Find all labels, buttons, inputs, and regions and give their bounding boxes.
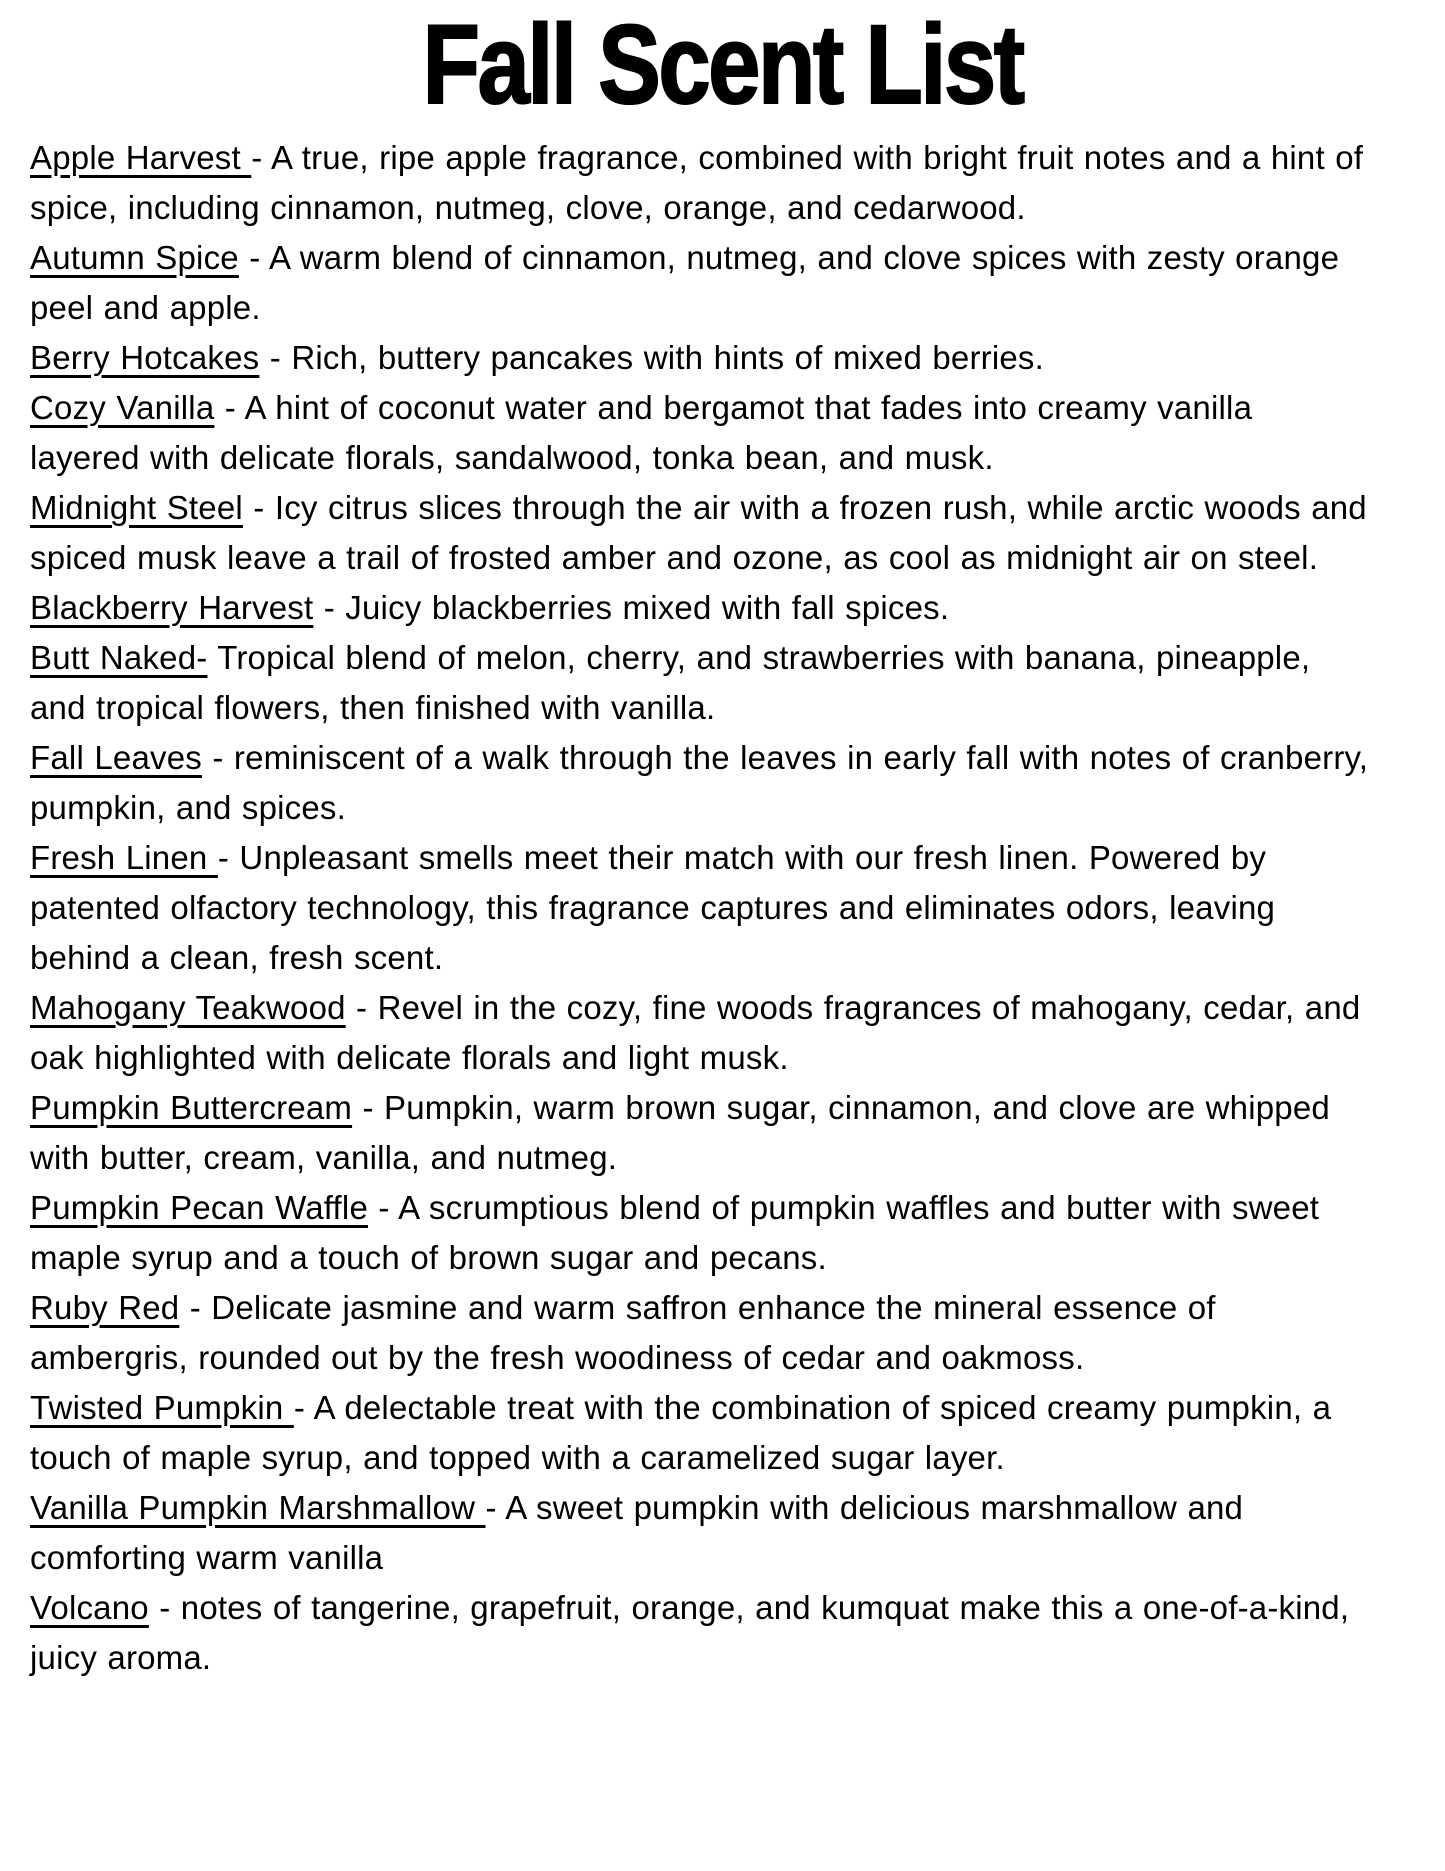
- scent-separator: -: [368, 1188, 399, 1226]
- scent-name: Autumn Spice: [30, 238, 239, 276]
- scent-description: Juicy blackberries mixed with fall spices.: [345, 588, 950, 626]
- scent-item: [30, 233, 1370, 333]
- scent-separator: -: [201, 738, 234, 776]
- scent-separator: -: [217, 838, 240, 876]
- scent-item: [30, 1483, 1370, 1583]
- scent-description: Rich, buttery pancakes with hints of mixed berries.: [291, 338, 1045, 376]
- scent-name: Butt Naked-: [30, 638, 208, 676]
- scent-separator: -: [485, 1488, 506, 1526]
- scent-name: Berry Hotcakes: [30, 338, 260, 376]
- scent-description: Delicate jasmine and warm saffron enhance the mineral essence of ambergris, rounded out by the fresh woodiness of cedar and oakmoss.: [30, 1288, 1216, 1376]
- scent-item: [30, 583, 1370, 633]
- scent-separator: -: [345, 988, 378, 1026]
- scent-description: A delectable treat with the combination of spiced creamy pumpkin, a touch of maple syrup, and topped with a caramelized sugar layer.: [30, 1388, 1332, 1476]
- scent-description: Pumpkin, warm brown sugar, cinnamon, and clove are whipped with butter, cream, vanilla, and nutmeg.: [30, 1088, 1330, 1176]
- scent-separator: -: [242, 488, 275, 526]
- scent-name: Fall Leaves: [30, 738, 202, 776]
- scent-name: Vanilla Pumpkin Marshmallow: [30, 1488, 486, 1526]
- scent-description: notes of tangerine, grapefruit, orange, and kumquat make this a one-of-a-kind, juicy aroma.: [30, 1588, 1350, 1676]
- scent-description: A true, ripe apple fragrance, combined with bright fruit notes and a hint of spice, including cinnamon, nutmeg, clove, orange, and cedarwood.: [30, 138, 1364, 226]
- scent-item: [30, 133, 1370, 233]
- scent-item: [30, 833, 1370, 983]
- scent-description: Revel in the cozy, fine woods fragrances of mahogany, cedar, and oak highlighted with delicate florals and light musk.: [30, 988, 1361, 1076]
- scent-description: A sweet pumpkin with delicious marshmallow and comforting warm vanilla: [30, 1488, 1244, 1576]
- scent-description: reminiscent of a walk through the leaves in early fall with notes of cranberry, pumpkin, and spices.: [30, 738, 1369, 826]
- scent-description: A scrumptious blend of pumpkin waffles and butter with sweet maple syrup and a touch of brown sugar and pecans.: [30, 1188, 1320, 1276]
- scent-item: [30, 483, 1370, 583]
- scent-item: [30, 1183, 1370, 1283]
- scent-separator: -: [293, 1388, 314, 1426]
- scent-name: Cozy Vanilla: [30, 388, 215, 426]
- scent-name: Midnight Steel: [30, 488, 243, 526]
- scent-separator: [207, 639, 217, 676]
- scent-description: Unpleasant smells meet their match with our fresh linen. Powered by patented olfactory technology, this fragrance captures and eliminates odors, leaving behind a clean, fresh scent.: [30, 838, 1276, 976]
- scent-name: Mahogany Teakwood: [30, 988, 346, 1026]
- scent-name: Apple Harvest: [30, 138, 252, 176]
- scent-separator: -: [352, 1088, 385, 1126]
- scent-list: [30, 133, 1370, 1683]
- scent-separator: -: [251, 138, 271, 176]
- scent-name: Fresh Linen: [30, 838, 218, 876]
- scent-description: A hint of coconut water and bergamot that fades into creamy vanilla layered with delicate florals, sandalwood, tonka bean, and musk.: [30, 388, 1253, 476]
- scent-item: [30, 733, 1370, 833]
- scent-item: [30, 983, 1370, 1083]
- scent-item: [30, 1383, 1370, 1483]
- scent-item: [30, 1083, 1370, 1183]
- scent-separator: -: [214, 388, 245, 426]
- scent-item: [30, 1583, 1370, 1683]
- scent-name: Pumpkin Buttercream: [30, 1088, 353, 1126]
- page-title: Fall Scent List: [422, 2, 1023, 127]
- scent-name: Pumpkin Pecan Waffle: [30, 1188, 368, 1226]
- scent-item: [30, 333, 1370, 383]
- scent-separator: -: [313, 588, 346, 626]
- scent-separator: -: [148, 1588, 181, 1626]
- scent-separator: -: [259, 338, 292, 376]
- scent-description: Tropical blend of melon, cherry, and strawberries with banana, pineapple, and tropical flowers, then finished with vanilla.: [30, 638, 1311, 726]
- scent-name: Twisted Pumpkin: [30, 1388, 294, 1426]
- scent-name: Blackberry Harvest: [30, 588, 314, 626]
- scent-separator: -: [179, 1288, 212, 1326]
- scent-description: Icy citrus slices through the air with a frozen rush, while arctic woods and spiced musk leave a trail of frosted amber and ozone, as cool as midnight air on steel.: [30, 488, 1367, 576]
- scent-name: Ruby Red: [30, 1288, 180, 1326]
- scent-name: Volcano: [30, 1588, 149, 1626]
- scent-description: A warm blend of cinnamon, nutmeg, and clove spices with zesty orange peel and apple.: [30, 238, 1340, 326]
- scent-item: [30, 633, 1370, 733]
- scent-separator: -: [238, 238, 269, 276]
- scent-item: [30, 383, 1370, 483]
- scent-item: [30, 1283, 1370, 1383]
